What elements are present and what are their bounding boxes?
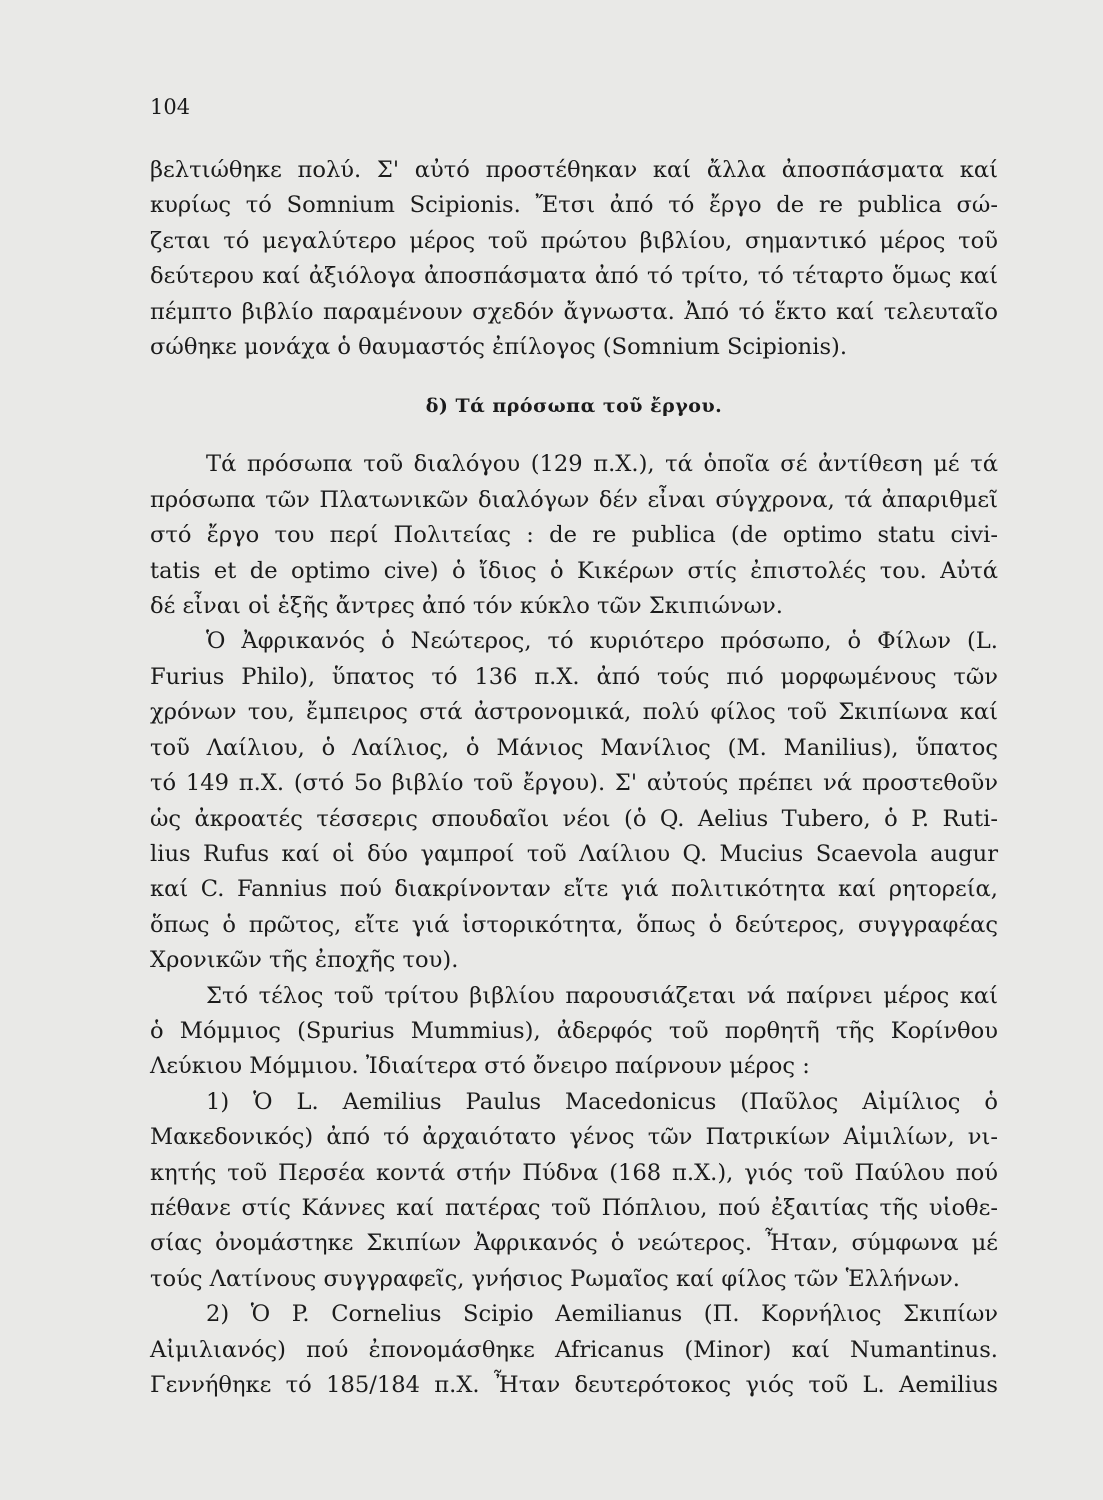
text-line: Γεννήθηκε τό 185/184 π.Χ. Ἦταν δευτερότοκος γιός τοῦ L. Aemilius [150, 1372, 998, 1398]
text-line: καί C. Fannius πού διακρίνονταν εἴτε γιά πολιτικότητα καί ρητορεία, [150, 876, 998, 903]
paragraph-1 [150, 153, 998, 365]
paragraph-4 [150, 979, 998, 1085]
text-line: βελτιώθηκε πολύ. Σ' αὐτό προστέθηκαν καί ἄλλα ἀποσπάσματα καί [150, 157, 998, 183]
text-line: ὅπως ὁ πρῶτος, εἴτε γιά ἱστορικότητα, ὅπως ὁ δεύτερος, συγγραφέας [150, 911, 998, 938]
text-line: ὡς ἀκροατές τέσσερις σπουδαῖοι νέοι (ὁ Q. Aelius Tubero, ὁ P. Ruti- [150, 805, 998, 832]
text-line: χρόνων του, ἔμπειρος στά ἀστρονομικά, πολύ φίλος τοῦ Σκιπίωνα καί [150, 699, 998, 726]
text-line: Λεύκιου Μόμμιου. Ἰδιαίτερα στό ὄνειρο παίρνουν μέρος : [150, 1053, 810, 1080]
text-line: κητής τοῦ Περσέα κοντά στήν Πύδνα (168 π.Χ.), γιός τοῦ Παύλου πού [150, 1159, 998, 1186]
text-line: σώθηκε μονάχα ὁ θαυμαστός ἐπίλογος (Somnium Scipionis). [150, 334, 848, 361]
text-line: Τά πρόσωπα τοῦ διαλόγου (129 π.Χ.), τά ὁποῖα σέ ἀντίθεση μέ τά [206, 451, 998, 478]
text-line: κυρίως τό Somnium Scipionis. Ἔτσι ἀπό τό ἔργο de re publica σώ- [150, 192, 998, 219]
text-line: Furius Philo), ὕπατος τό 136 π.Χ. ἀπό τούς πιό μορφωμένους τῶν [150, 663, 998, 690]
text-line: στό ἔργο του περί Πολιτείας : de re publica (de optimo statu civi- [150, 522, 998, 549]
text-line: τούς Λατίνους συγγραφεῖς, γνήσιος Ρωμαῖος καί φίλος τῶν Ἑλλήνων. [150, 1265, 960, 1292]
text-line: Μακεδονικός) ἀπό τό ἀρχαιότατο γένος τῶν Πατρικίων Αἰμιλίων, νι- [150, 1124, 998, 1151]
text-line: tatis et de optimo cive) ὁ ἴδιος ὁ Κικέρων στίς ἐπιστολές του. Αὐτά [150, 557, 998, 584]
text-line: δέ εἶναι οἱ ἑξῆς ἄντρες ἀπό τόν κύκλο τῶν Σκιπιώνων. [150, 593, 783, 620]
body-text [150, 153, 998, 1403]
text-line: τοῦ Λαίλιου, ὁ Λαίλιος, ὁ Μάνιος Μανίλιος (M. Manilius), ὕπατος [150, 734, 998, 761]
text-line: σίας ὀνομάστηκε Σκιπίων Ἀφρικανός ὁ νεώτερος. Ἦταν, σύμφωνα μέ [150, 1230, 998, 1257]
section-heading: δ) Τά πρόσωπα τοῦ ἔργου. [425, 395, 723, 418]
text-line: ὁ Μόμμιος (Spurius Mummius), ἀδερφός τοῦ πορθητῆ τῆς Κορίνθου [150, 1017, 998, 1044]
text-line: τό 149 π.Χ. (στό 5ο βιβλίο τοῦ ἔργου). Σ' αὐτούς πρέπει νά προστεθοῦν [150, 770, 998, 797]
text-line: πρόσωπα τῶν Πλατωνικῶν διαλόγων δέν εἶναι σύγχρονα, τά ἀπαριθμεῖ [150, 486, 998, 513]
text-line: πέθανε στίς Κάννες καί πατέρας τοῦ Πόπλιου, πού ἐξαιτίας τῆς υἱοθε- [150, 1194, 998, 1221]
text-line: δεύτερου καί ἀξιόλογα ἀποσπάσματα ἀπό τό τρίτο, τό τέταρτο ὅμως καί [150, 263, 998, 290]
paragraph-2 [150, 447, 998, 624]
text-line: Ὁ Ἀφρικανός ὁ Νεώτερος, τό κυριότερο πρόσωπο, ὁ Φίλων (L. [206, 628, 998, 655]
text-line: Αἰμιλιανός) πού ἐπονομάσθηκε Africanus (Minor) καί Numantinus. [150, 1336, 998, 1363]
text-line: ζεται τό μεγαλύτερο μέρος τοῦ πρώτου βιβλίου, σημαντικό μέρος τοῦ [150, 227, 998, 254]
paragraph-5 [150, 1085, 998, 1297]
text-line: πέμπτο βιβλίο παραμένουν σχεδόν ἄγνωστα. Ἀπό τό ἕκτο καί τελευταῖο [150, 298, 998, 325]
paragraph-3 [150, 624, 998, 978]
text-line: 2) Ὁ P. Cornelius Scipio Aemilianus (Π. Κορνήλιος Σκιπίων [206, 1301, 998, 1328]
paragraph-6 [150, 1297, 998, 1403]
text-line: lius Rufus καί οἱ δύο γαμπροί τοῦ Λαίλιου Q. Mucius Scaevola augur [150, 840, 998, 867]
page-number: 104 [150, 95, 191, 119]
text-line: 1) Ὁ L. Aemilius Paulus Macedonicus (Παῦλος Αἰμίλιος ὁ [206, 1088, 998, 1115]
text-line: Χρονικῶν τῆς ἐποχῆς του). [150, 947, 459, 974]
text-line: Στό τέλος τοῦ τρίτου βιβλίου παρουσιάζεται νά παίρνει μέρος καί [206, 982, 998, 1009]
